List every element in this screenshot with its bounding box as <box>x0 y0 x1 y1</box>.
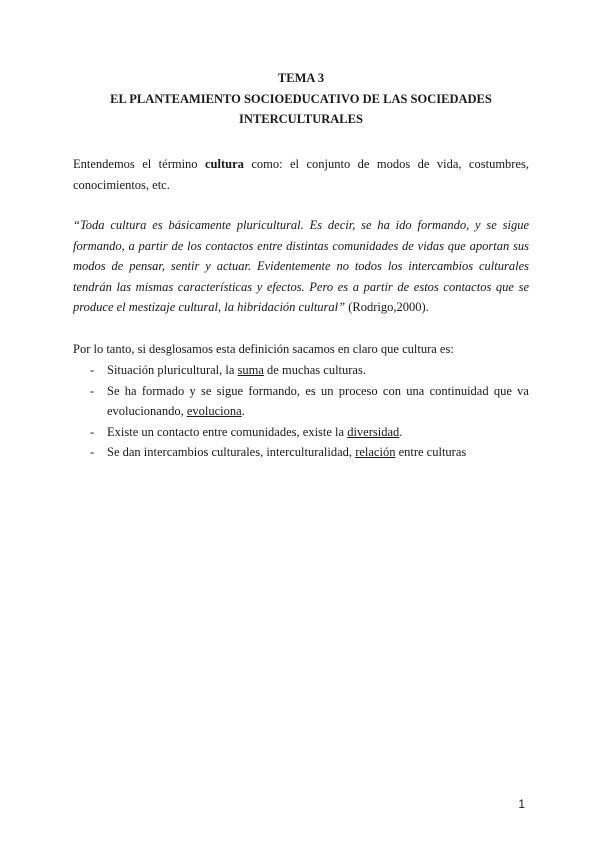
bullet-marker: - <box>90 363 95 377</box>
quote-citation: (Rodrigo,2000). <box>345 300 429 314</box>
title-line-heading-cont: INTERCULTURALES <box>239 112 363 126</box>
list-item <box>73 442 529 463</box>
bullet-marker: - <box>90 383 95 398</box>
quote-text: “Toda cultura es básicamente pluricultural. Es decir, se ha ido formando, y se sigue formando, a partir de los contactos entre distintas comunidades de vidas que aportan sus modos de pensar, sentir y actuar. Evidentemente no todos los intercambios culturales tendrán las mismas características y efectos. Pero es a partir de estos contactos que se produce el mestizaje cultural, la hibridación cultural” <box>73 218 529 314</box>
list-item-underlined: evoluciona <box>186 404 242 418</box>
list-item-underlined: diversidad <box>347 424 400 439</box>
list-item-text: Se dan intercambios culturales, interculturalidad, <box>107 445 356 459</box>
list-item-text: Existe un contacto entre comunidades, existe la <box>107 424 348 439</box>
intro-text-after: como: el conjunto de modos de vida, costumbres, conocimientos, etc. <box>73 157 529 192</box>
title-line-topic: TEMA 3 <box>277 71 325 85</box>
bullet-marker: - <box>90 445 95 459</box>
list-item-text-end: de muchas culturas. <box>263 363 366 377</box>
document-title <box>73 68 529 130</box>
summary-intro-paragraph: Por lo tanto, si desglosamos esta definición sacamos en claro que cultura es: <box>73 342 454 356</box>
title-line-heading: EL PLANTEAMIENTO SOCIOEDUCATIVO DE LAS SOCIEDADES <box>110 91 492 106</box>
list-item-underlined: relación <box>355 445 396 459</box>
list-item-text-end: . <box>241 404 245 418</box>
list-item-text: Situación pluricultural, la <box>107 363 238 377</box>
page-number: 1 <box>518 797 525 811</box>
definition-list <box>73 360 529 463</box>
intro-paragraph <box>73 154 529 195</box>
list-item <box>73 381 529 422</box>
quote-paragraph <box>73 215 529 318</box>
intro-bold-term: cultura <box>205 157 244 171</box>
bullet-marker: - <box>90 424 95 439</box>
list-item-underlined: suma <box>237 363 264 377</box>
list-item <box>73 360 529 381</box>
intro-text-before: Entendemos el término <box>73 157 205 171</box>
list-item-text-end: . <box>399 424 403 439</box>
list-item-text-end: entre culturas <box>395 445 467 459</box>
list-item <box>73 422 529 443</box>
list-item-text: Se ha formado y se sigue formando, es un proceso con una continuidad que va evolucionando, <box>107 383 529 418</box>
